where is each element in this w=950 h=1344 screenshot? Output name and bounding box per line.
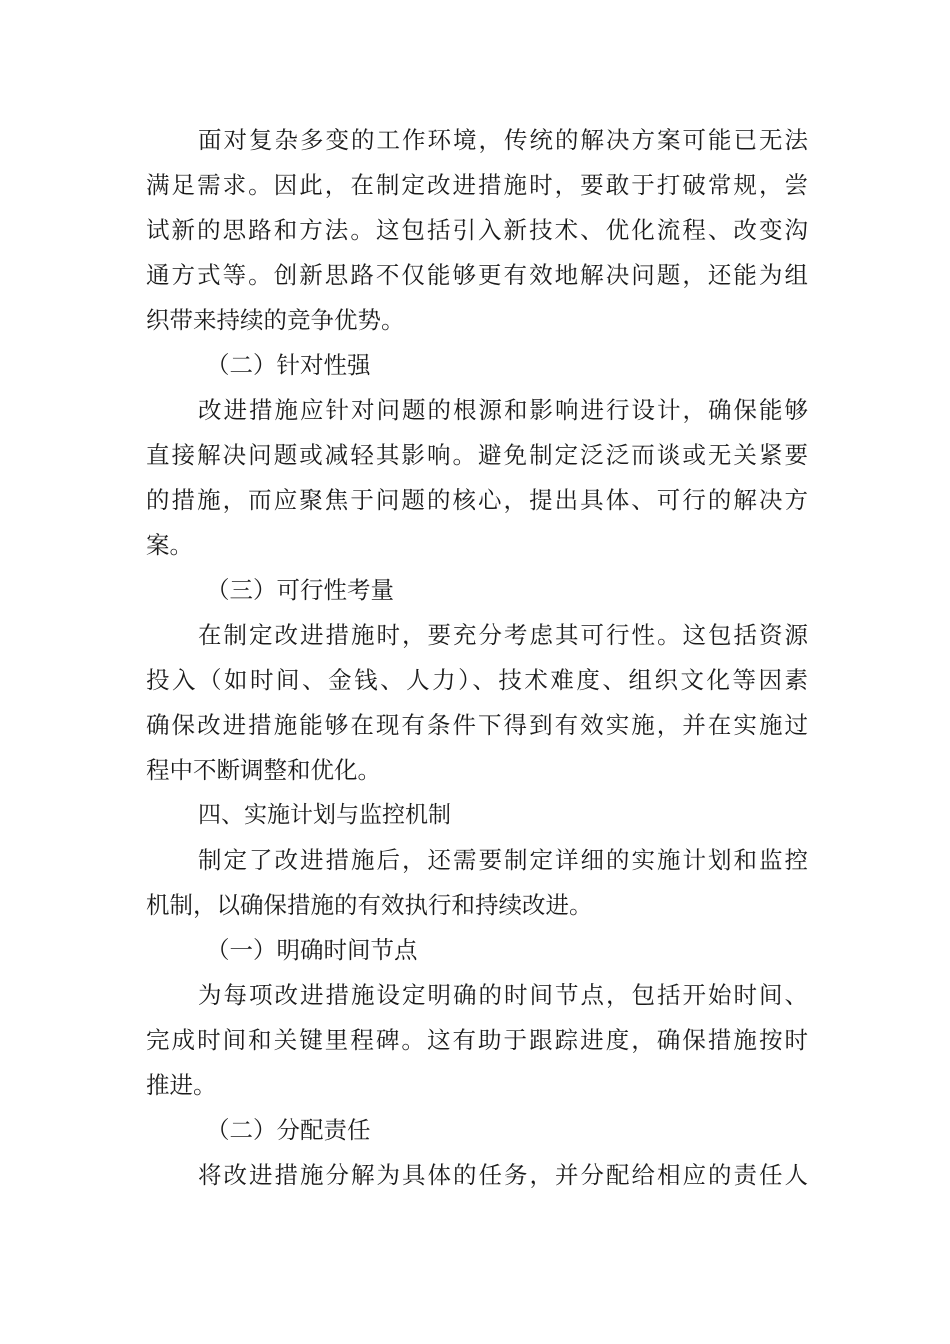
text-line: 推进。 <box>146 1071 217 1099</box>
text-line: 程中不断调整和优化。 <box>146 756 381 784</box>
text-line: 投入（如时间、金钱、人力）、技术难度、组织文化等因素 <box>146 666 808 694</box>
paragraph <box>146 613 808 793</box>
text-line: 面对复杂多变的工作环境，传统的解决方案可能已无法 <box>198 126 808 154</box>
text-line: 将改进措施分解为具体的任务，并分配给相应的责任人 <box>198 1161 808 1189</box>
paragraph <box>146 1153 808 1198</box>
paragraph <box>146 838 808 928</box>
section-subheading: （二）分配责任 <box>206 1116 371 1144</box>
text-line: 完成时间和关键里程碑。这有助于跟踪进度，确保措施按时 <box>146 1026 808 1054</box>
text-line: 案。 <box>146 531 193 559</box>
document-page <box>146 118 808 1198</box>
text-line: 确保改进措施能够在现有条件下得到有效实施，并在实施过 <box>146 711 808 739</box>
text-line: 改进措施应针对问题的根源和影响进行设计，确保能够 <box>198 396 808 424</box>
text-line: 试新的思路和方法。这包括引入新技术、优化流程、改变沟 <box>146 216 808 244</box>
text-line: 制定了改进措施后，还需要制定详细的实施计划和监控 <box>198 846 808 874</box>
paragraph <box>146 973 808 1108</box>
text-line: 满足需求。因此，在制定改进措施时，要敢于打破常规，尝 <box>146 171 808 199</box>
text-line: 织带来持续的竞争优势。 <box>146 306 405 334</box>
section-heading: 四、实施计划与监控机制 <box>198 802 451 828</box>
text-line: 通方式等。创新思路不仅能够更有效地解决问题，还能为组 <box>146 261 808 289</box>
text-line: 在制定改进措施时，要充分考虑其可行性。这包括资源 <box>198 621 808 649</box>
paragraph <box>146 388 808 568</box>
text-line: 直接解决问题或减轻其影响。避免制定泛泛而谈或无关紧要 <box>146 441 808 469</box>
section-subheading: （三）可行性考量 <box>206 576 394 604</box>
section-subheading: （二）针对性强 <box>206 351 371 379</box>
text-line: 为每项改进措施设定明确的时间节点，包括开始时间、 <box>198 981 808 1009</box>
text-line: 机制，以确保措施的有效执行和持续改进。 <box>146 891 593 919</box>
paragraph <box>146 118 808 343</box>
text-line: 的措施，而应聚焦于问题的核心，提出具体、可行的解决方 <box>146 486 808 514</box>
section-subheading: （一）明确时间节点 <box>206 936 418 964</box>
